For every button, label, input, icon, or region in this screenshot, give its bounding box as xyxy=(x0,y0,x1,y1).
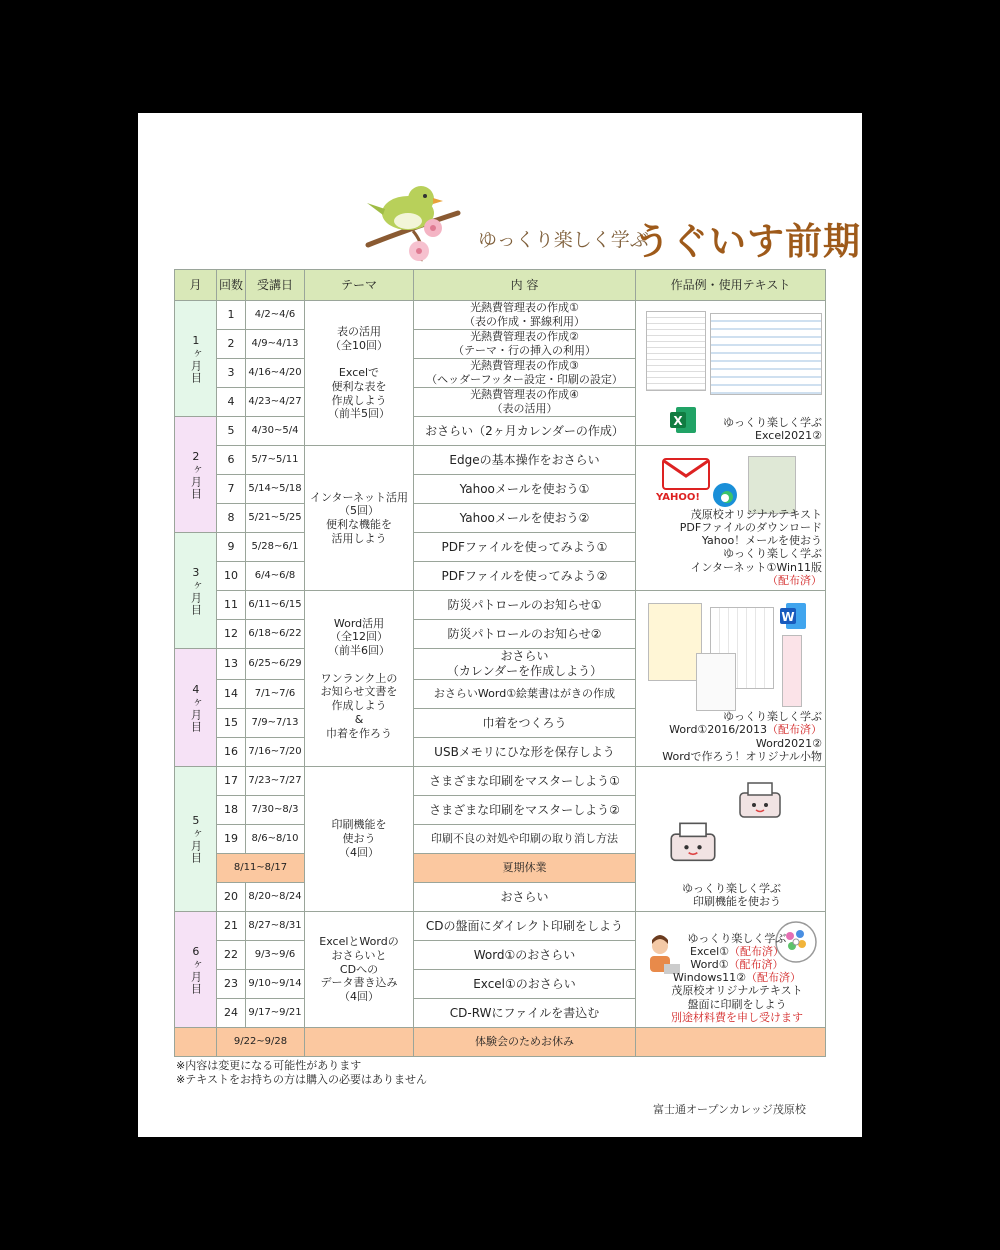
month-5-cell xyxy=(175,767,217,912)
session-content: おさらい xyxy=(414,883,636,912)
session-number: 14 xyxy=(217,680,246,709)
session-content: 防災パトロールのお知らせ② xyxy=(414,620,636,649)
example-text-line xyxy=(662,710,822,763)
distributed-note: （配布済） xyxy=(767,723,822,737)
session-number: 15 xyxy=(217,709,246,738)
session-content: Excel①のおさらい xyxy=(414,970,636,999)
theme-5: ExcelとWordの おさらいと CDへの データ書き込み （4回） xyxy=(305,912,414,1028)
trial-break-example xyxy=(636,1028,826,1057)
session-number: 13 xyxy=(217,649,246,680)
footer-school-name: 富士通オープンカレッジ茂原校 xyxy=(653,1103,806,1116)
note-line: ※内容は変更になる可能性があります xyxy=(176,1059,362,1072)
table-row xyxy=(175,301,826,330)
word-icon xyxy=(778,601,808,631)
example-text-line: インターネット①Win11版（配布済） xyxy=(690,560,822,587)
month-label: 1ヶ月目 xyxy=(189,333,203,384)
bird-logo xyxy=(363,173,473,268)
session-content: おさらい（2ヶ月カレンダーの作成） xyxy=(414,417,636,446)
distributed-note: （配布済） xyxy=(728,958,784,972)
trial-break-theme xyxy=(305,1028,414,1057)
month-4-cell xyxy=(175,649,217,767)
example-text-line: 茂原校オリジナルテキスト xyxy=(690,507,822,521)
bookmark-thumbnail xyxy=(782,635,802,707)
session-number: 4 xyxy=(217,388,246,417)
example-text xyxy=(636,508,822,587)
session-content: PDFファイルを使ってみよう① xyxy=(414,533,636,562)
session-number: 8 xyxy=(217,504,246,533)
table-row xyxy=(175,912,826,941)
example-cell-3 xyxy=(636,591,826,767)
trial-break-row xyxy=(175,1028,826,1057)
flyer-thumbnail xyxy=(648,603,702,681)
session-content: PDFファイルを使ってみよう② xyxy=(414,562,636,591)
example-text-line: PDFファイルのダウンロード xyxy=(679,521,822,535)
printer-character-icon xyxy=(732,779,788,825)
session-date: 7/9~7/13 xyxy=(246,709,305,738)
session-content: 光熱費管理表の作成① （表の作成・罫線利用） xyxy=(414,301,636,330)
example-cell-5 xyxy=(636,912,826,1028)
excel-table-thumbnail xyxy=(646,311,706,391)
col-header-month: 月 xyxy=(175,270,217,301)
example-text-line: Windows11②（配布済） xyxy=(673,971,801,985)
mail-icon xyxy=(662,458,710,490)
session-content: おさらいWord①絵葉書はがきの作成 xyxy=(414,680,636,709)
trial-break-month xyxy=(175,1028,217,1057)
example-text xyxy=(662,710,822,763)
example-text-line: 茂原校オリジナルテキスト xyxy=(671,984,803,998)
month-label: 3ヶ月目 xyxy=(189,565,203,616)
svg-text:W: W xyxy=(781,610,795,624)
session-date: 8/6~8/10 xyxy=(246,825,305,854)
session-content: Yahooメールを使おう① xyxy=(414,475,636,504)
session-content: おさらい （カレンダーを作成しよう） xyxy=(414,649,636,680)
example-cell-4 xyxy=(636,767,826,912)
month-6-cell xyxy=(175,912,217,1028)
postcard-thumbnail xyxy=(696,653,736,711)
theme-4: 印刷機能を 使おう （4回） xyxy=(305,767,414,912)
summer-break-date: 8/11~8/17 xyxy=(217,854,305,883)
example-text-line: 印刷機能を使おう xyxy=(693,894,781,908)
example-text-line xyxy=(671,932,803,1024)
trial-break-label: 体験会のためお休み xyxy=(414,1028,636,1057)
session-content: 光熱費管理表の作成② （テーマ・行の挿入の利用） xyxy=(414,330,636,359)
session-date: 6/4~6/8 xyxy=(246,562,305,591)
example-text-line: Wordで作ろう！オリジナル小物 xyxy=(662,749,822,763)
session-content: Yahooメールを使おう② xyxy=(414,504,636,533)
page xyxy=(138,113,862,1137)
session-number: 17 xyxy=(217,767,246,796)
schedule-table xyxy=(174,269,826,1057)
month-3-cell xyxy=(175,533,217,649)
col-header-session: 回数 xyxy=(217,270,246,301)
session-date: 5/21~5/25 xyxy=(246,504,305,533)
trial-break-date: 9/22~9/28 xyxy=(217,1028,305,1057)
session-date: 4/23~4/27 xyxy=(246,388,305,417)
summer-break-label: 夏期休業 xyxy=(414,854,636,883)
example-cell-1 xyxy=(636,301,826,446)
theme-2: インターネット活用 （5回） 便利な機能を 活用しよう xyxy=(305,446,414,591)
title-area xyxy=(363,173,861,273)
session-date: 4/9~4/13 xyxy=(246,330,305,359)
session-date: 5/7~5/11 xyxy=(246,446,305,475)
month-2-cell xyxy=(175,417,217,533)
session-number: 20 xyxy=(217,883,246,912)
session-number: 23 xyxy=(217,970,246,999)
session-content: さまざまな印刷をマスターしよう② xyxy=(414,796,636,825)
session-number: 5 xyxy=(217,417,246,446)
distributed-note: （配布済） xyxy=(745,971,801,985)
distributed-note: （配布済） xyxy=(729,944,784,958)
session-date: 6/18~6/22 xyxy=(246,620,305,649)
month-label: 2ヶ月目 xyxy=(189,449,203,500)
table-header-row xyxy=(175,270,826,301)
example-text-line: Word①2016/2013（配布済） xyxy=(669,723,822,737)
example-text-line: ゆっくり楽しく学ぶ xyxy=(682,881,781,895)
session-date: 5/14~5/18 xyxy=(246,475,305,504)
excel-icon xyxy=(668,405,698,435)
table-row xyxy=(175,767,826,796)
session-number: 19 xyxy=(217,825,246,854)
edge-icon xyxy=(712,482,738,508)
session-date: 5/28~6/1 xyxy=(246,533,305,562)
notes xyxy=(176,1059,427,1088)
session-content: 巾着をつくろう xyxy=(414,709,636,738)
table-row xyxy=(175,591,826,620)
example-text-line: ゆっくり楽しく学ぶ xyxy=(723,710,822,724)
example-cell-2 xyxy=(636,446,826,591)
session-date: 7/16~7/20 xyxy=(246,738,305,767)
session-date: 7/1~7/6 xyxy=(246,680,305,709)
example-text-line: ゆっくり楽しく学ぶ xyxy=(687,931,787,945)
session-date: 9/17~9/21 xyxy=(246,999,305,1028)
title-main: うぐいす前期 xyxy=(633,220,861,263)
session-date: 6/11~6/15 xyxy=(246,591,305,620)
session-number: 2 xyxy=(217,330,246,359)
example-text-line: Word①（配布済） xyxy=(690,958,784,972)
session-number: 1 xyxy=(217,301,246,330)
example-text-line: Yahoo！メールを使おう xyxy=(701,534,822,548)
theme-3: Word活用 （全12回） （前半6回） ワンランク上の お知らせ文書を 作成しよう & 巾着を作ろう xyxy=(305,591,414,767)
session-content: 印刷不良の対処や印刷の取り消し方法 xyxy=(414,825,636,854)
col-header-theme: テーマ xyxy=(305,270,414,301)
example-text-line: Excel2021② xyxy=(755,428,822,442)
title-subtitle: ゆっくり楽しく学ぶ xyxy=(478,229,649,251)
note-line: ※テキストをお持ちの方は購入の必要はありません xyxy=(176,1073,427,1087)
example-text-line: ゆっくり楽しく学ぶ xyxy=(723,547,822,561)
example-text xyxy=(682,882,781,908)
session-content: さまざまな印刷をマスターしよう① xyxy=(414,767,636,796)
session-number: 9 xyxy=(217,533,246,562)
session-date: 4/16~4/20 xyxy=(246,359,305,388)
session-number: 11 xyxy=(217,591,246,620)
example-text xyxy=(723,416,822,442)
session-content: CDの盤面にダイレクト印刷をしよう xyxy=(414,912,636,941)
example-text-line: Excel①（配布済） xyxy=(690,944,784,958)
col-header-examples: 作品例・使用テキスト xyxy=(636,270,826,301)
example-text-line: ゆっくり楽しく学ぶ xyxy=(723,415,822,429)
theme-1: 表の活用 （全10回） Excelで 便利な表を 作成しよう （前半5回） xyxy=(305,301,414,446)
session-date: 4/30~5/4 xyxy=(246,417,305,446)
session-date: 7/23~7/27 xyxy=(246,767,305,796)
month-label: 5ヶ月目 xyxy=(189,814,203,864)
session-number: 24 xyxy=(217,999,246,1028)
session-content: 防災パトロールのお知らせ① xyxy=(414,591,636,620)
session-number: 10 xyxy=(217,562,246,591)
month-label: 6ヶ月目 xyxy=(189,944,203,995)
example-text-line: Word2021② xyxy=(755,736,822,750)
yahoo-mail-logo: YAHOO! xyxy=(656,492,700,503)
session-content: 光熱費管理表の作成④ （表の活用） xyxy=(414,388,636,417)
session-content: 光熱費管理表の作成③ （ヘッダーフッター設定・印刷の設定） xyxy=(414,359,636,388)
session-date: 8/27~8/31 xyxy=(246,912,305,941)
example-text-line: 盤面に印刷をしよう xyxy=(687,997,787,1011)
session-content: CD-RWにファイルを書込む xyxy=(414,999,636,1028)
session-content: Word①のおさらい xyxy=(414,941,636,970)
excel-table-thumbnail-2 xyxy=(710,313,822,395)
svg-text:X: X xyxy=(673,414,683,428)
example-text-line: 別途材料費を申し受けます xyxy=(671,1010,803,1024)
printer-character-icon-2 xyxy=(662,819,724,869)
month-label: 4ヶ月目 xyxy=(189,682,203,733)
table-row xyxy=(175,446,826,475)
session-number: 22 xyxy=(217,941,246,970)
session-date: 9/10~9/14 xyxy=(246,970,305,999)
text-cover-thumbnail xyxy=(748,456,796,514)
session-number: 3 xyxy=(217,359,246,388)
session-content: Edgeの基本操作をおさらい xyxy=(414,446,636,475)
month-1-cell xyxy=(175,301,217,417)
col-header-date: 受講日 xyxy=(246,270,305,301)
session-number: 21 xyxy=(217,912,246,941)
session-content: USBメモリにひな形を保存しよう xyxy=(414,738,636,767)
distributed-note: （配布済） xyxy=(767,573,822,587)
session-number: 12 xyxy=(217,620,246,649)
session-number: 6 xyxy=(217,446,246,475)
col-header-content: 内 容 xyxy=(414,270,636,301)
example-text xyxy=(671,919,803,1025)
session-date: 6/25~6/29 xyxy=(246,649,305,680)
session-date: 8/20~8/24 xyxy=(246,883,305,912)
session-number: 16 xyxy=(217,738,246,767)
session-number: 7 xyxy=(217,475,246,504)
session-date: 4/2~4/6 xyxy=(246,301,305,330)
session-number: 18 xyxy=(217,796,246,825)
session-date: 9/3~9/6 xyxy=(246,941,305,970)
session-date: 7/30~8/3 xyxy=(246,796,305,825)
